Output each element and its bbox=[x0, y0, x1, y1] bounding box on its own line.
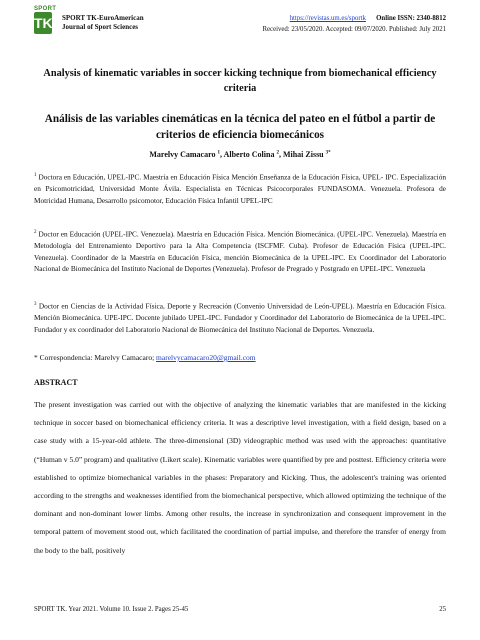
title-english: Analysis of kinematic variables in soccer kicking technique from biomechanical efficiency criteria bbox=[43, 68, 437, 94]
author-name: Mihai Zissu bbox=[282, 150, 324, 159]
affiliation-text: Doctor en Ciencias de la Actividad Física, Deporte y Recreación (Convenio Universidad de León-UPEL). Maestría en Educación Física. Mención Biomecánica. UPE-IPC. Docente jubilado UPEL-IPC. Fundador y Coordinador del Laboratorio de Biomecánica de la UPEL-IPC. Fundador y ex coordinador del Laboratorio Nacional de Biomecánica del Instituto Nacional de Deportes. Venezuela. bbox=[34, 301, 446, 334]
affiliation-text: Doctor en Educación (UPEL-IPC. Venezuela). Maestría en Educación Física. Mención Biomecánica. (UPEL-IPC. Venezuela). Maestría en Metodología del Entrenamiento Deportivo para la Alta Competencia (ISCFMF. Cuba). Profesor de Educación Física (UPEL-IPC. Venezuela). Coordinador de la Maestría en Educación Física, mención Biomecánica de la UPEL-IPC. Ex Coordinador del Laboratorio Nacional de Biomecánica del Instituto Nacional de Deportes (Venezuela). Profesor de Pregrado y Postgrado en UPEL-IPC. Venezuela bbox=[34, 229, 447, 274]
correspondence bbox=[34, 353, 256, 362]
author-list: Marelvy Camacaro $^1$, Alberto Colina $^2$, Mihai Zissu $^{3*}$ bbox=[149, 150, 331, 159]
journal-name bbox=[62, 14, 144, 31]
abstract-heading: ABSTRACT bbox=[34, 378, 78, 387]
correspondence-email-link[interactable]: marelvycamacaro20@gmail.com bbox=[156, 353, 256, 362]
affiliation-3 bbox=[34, 299, 446, 335]
author-affiliation-ref: 2 bbox=[276, 150, 279, 156]
affiliation-text: Doctora en Educación, UPEL-IPC. Maestría en Educación Física Mención Enseñanza de la Educación Física, UPEL- IPC. Especialización en Psicomotricidad, Universidad Monte Ávila. Especialista en Técnicas Psicocorporales FUNDASOMA. Venezuela. Profesora de Motricidad Humana, Desarrollo psicomotor, Educación Física Infantil UPEL-IPC bbox=[34, 172, 446, 205]
affiliation-number: 1 bbox=[34, 173, 37, 178]
issn: Online ISSN: 2340-8812 bbox=[376, 15, 446, 22]
abstract-body: The present investigation was carried out with the objective of analyzing the kinematic variables that are manifested in the kicking technique in soccer based on biomechanical efficiency criteria. It was a descriptive level investigation, with a field design, based on a case study with a 15-year-old athlete. The three-dimensional (3D) videographic method was used with the approaches: quantitative (“Human v 5.0” program) and qualitative (Likert scale). Kinematic variables were quantified by pre and posttest. Efficiency criteria were established to optimize biomechanical variables in the phases: Preparatory and Kicking. Thus, the adolescent's training was oriented according to the strengths and weaknesses identified from the biomechanical perspective, which allowed optimizing the technique of the dominant and non-dominant lower limbs. Among other results, the increase in synchronization and consequent improvement in the temporal pattern of movement stood out, which facilitated the coordination of partial impulse, and therefore the transfer of energy from the body to the ball, positively bbox=[34, 400, 446, 555]
journal-line-1: SPORT TK-EuroAmerican bbox=[62, 14, 144, 22]
publication-dates: Received: 23/05/2020. Accepted: 09/07/2020. Published: July 2021 bbox=[262, 26, 446, 33]
footer-citation: SPORT TK. Year 2021. Volume 10. Issue 2. Pages 25-45 bbox=[34, 606, 189, 613]
affiliation-number: 2 bbox=[34, 230, 37, 235]
author-name: Marelvy Camacaro bbox=[149, 150, 216, 159]
title-spanish: Análisis de las variables cinemáticas en la técnica del pateo en el fútbol a partir de criterios de eficiencia biomecánicos bbox=[44, 113, 436, 141]
author-name: Alberto Colina bbox=[223, 150, 275, 159]
author-affiliation-ref: 1 bbox=[217, 150, 220, 156]
journal-logo bbox=[34, 6, 57, 42]
page-number: 25 bbox=[439, 606, 446, 613]
author-affiliation-ref: 3* bbox=[325, 150, 331, 156]
affiliation-number: 3 bbox=[34, 302, 37, 307]
header-meta bbox=[263, 13, 447, 35]
journal-line-2: Journal of Sport Sciences bbox=[62, 22, 139, 31]
affiliation-1 bbox=[34, 170, 446, 206]
correspondence-label: * Correspondencia: Marelvy Camacaro; bbox=[34, 353, 155, 362]
logo-top-text: SPORT bbox=[34, 6, 57, 12]
journal-url-link[interactable]: https://revistas.um.es/sportk bbox=[289, 15, 366, 22]
logo-mark: TK bbox=[34, 12, 52, 34]
affiliation-2 bbox=[34, 227, 446, 275]
